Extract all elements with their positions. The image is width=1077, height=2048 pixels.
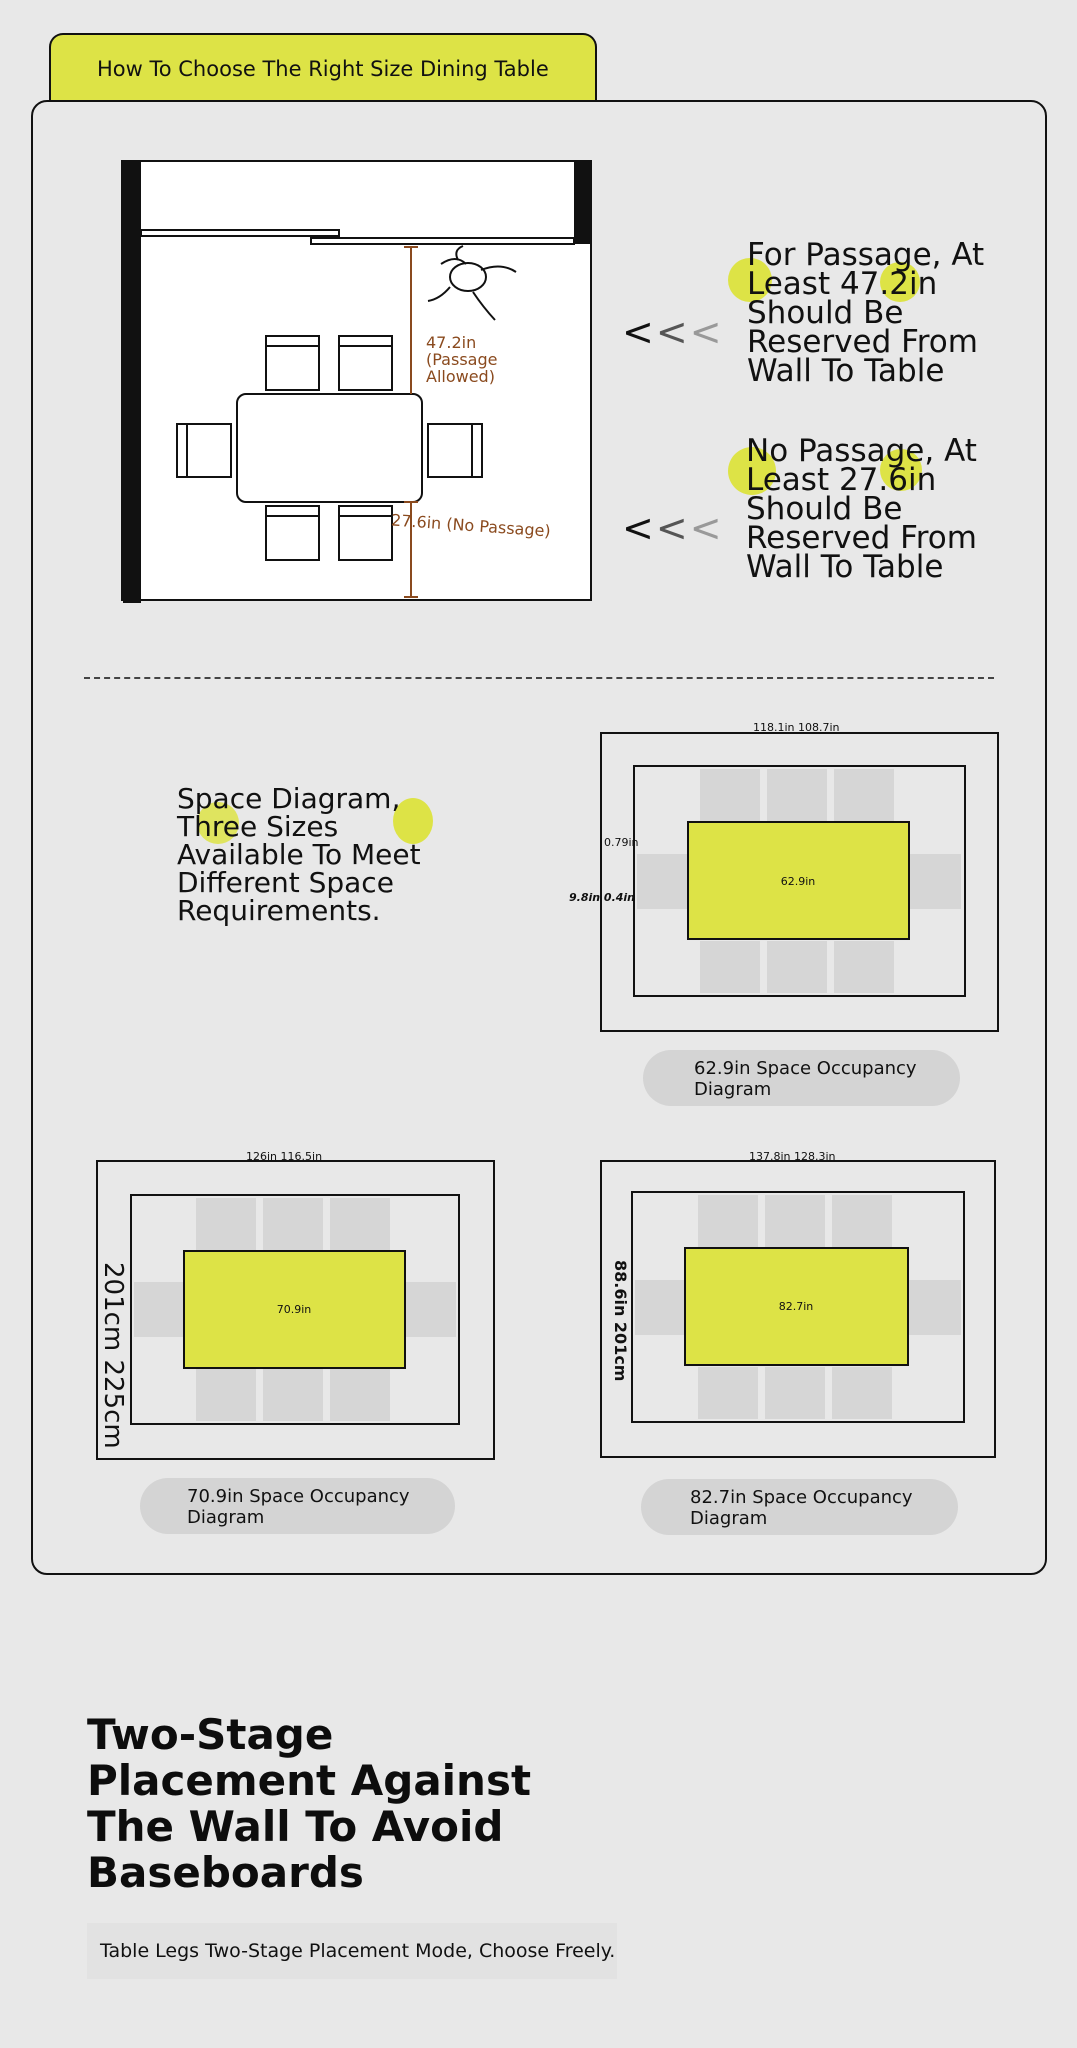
top-dimensions: 126in 116.5in xyxy=(246,1150,323,1163)
caption-pill xyxy=(641,1479,958,1535)
page-title: How To Choose The Right Size Dining Table xyxy=(97,57,549,81)
chair-right xyxy=(428,424,482,477)
side-vertical-dimensions: 201cm 225cm xyxy=(98,1262,128,1449)
right-wall xyxy=(574,162,592,244)
arrows-passage: <<< xyxy=(622,310,724,354)
space-intro-text: Space Diagram, Three Sizes Available To Meet Different Space Requirements. xyxy=(177,782,421,927)
passage-dimension-label: 47.2in (Passage Allowed) xyxy=(426,333,498,386)
passage-callout: For Passage, At Least 47.2in Should Be Reserved From Wall To Table xyxy=(747,237,985,389)
top-dimensions: 137.8in 128.3in xyxy=(749,1150,836,1163)
chair-bottom-2 xyxy=(339,506,392,560)
top-dimensions: 118.1in 108.7in xyxy=(753,721,840,734)
chair-top-2 xyxy=(339,336,392,390)
baseboard-left xyxy=(141,230,339,236)
caption-82-7: 82.7in Space Occupancy Diagram xyxy=(690,1487,913,1529)
table-size-label: 62.9in xyxy=(780,875,816,888)
placement-subtitle: Table Legs Two-Stage Placement Mode, Choose Freely. xyxy=(87,1923,617,1979)
no-passage-callout: No Passage, At Least 27.6in Should Be Reserved From Wall To Table xyxy=(746,433,977,585)
chair-bottom-1 xyxy=(266,506,319,560)
table-size-label: 82.7in xyxy=(778,1300,814,1313)
placement-heading: Two-Stage Placement Against The Wall To Avoid Baseboards xyxy=(87,1710,532,1897)
caption-62-9: 62.9in Space Occupancy Diagram xyxy=(694,1058,917,1100)
dining-table xyxy=(237,394,422,502)
arrows-no-passage: <<< xyxy=(622,506,724,550)
space-diagram-70-9 xyxy=(97,1150,494,1459)
caption-pill xyxy=(643,1050,960,1106)
baseboard-right xyxy=(311,238,574,244)
left-wall xyxy=(123,162,141,603)
side-dimension-b: 9.8in 0.4in xyxy=(569,891,636,904)
space-diagram-62-9 xyxy=(569,721,998,1031)
chair-left xyxy=(177,424,231,477)
space-diagram-82-7 xyxy=(601,1150,995,1457)
chair-top-1 xyxy=(266,336,319,390)
table-size-label: 70.9in xyxy=(276,1303,312,1316)
caption-70-9: 70.9in Space Occupancy Diagram xyxy=(187,1486,410,1528)
header-tab xyxy=(49,33,597,103)
side-vertical-dimensions: 88.6in 201cm xyxy=(611,1260,630,1382)
no-passage-dimension-label: 27.6in (No Passage) xyxy=(390,510,552,541)
section-divider xyxy=(84,677,994,679)
room-diagram xyxy=(121,160,592,601)
caption-pill xyxy=(140,1478,455,1534)
person-sketch xyxy=(428,246,516,320)
side-dimension-a: 0.79in xyxy=(604,836,639,849)
